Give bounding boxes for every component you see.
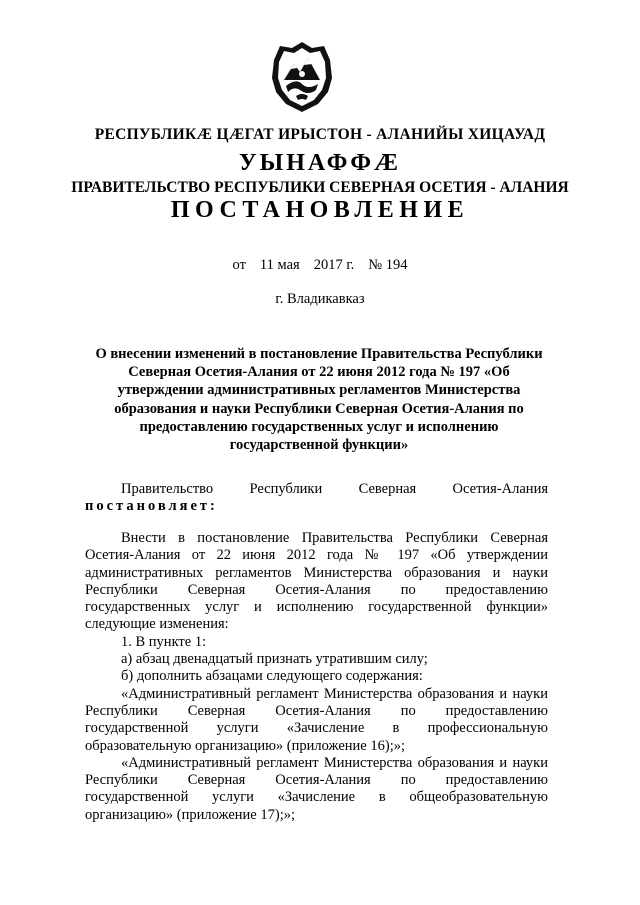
decree-body (85, 530, 548, 824)
header-republic-ossetian: РЕСПУБЛИКӔ ЦӔГАТ ИРЫСТОН - АЛАНИЙЫ ХИЦАУАД (94, 126, 546, 143)
header-government-russian: ПРАВИТЕЛЬСТВО РЕСПУБЛИКИ СЕВЕРНАЯ ОСЕТИЯ - АЛАНИЯ (71, 179, 569, 196)
gov-word-3: Северная (358, 481, 417, 497)
gov-word-4: Осетия-Алания (452, 481, 548, 497)
paragraph-appendix-16: «Административный регламент Министерства образования и науки Республики Северная Осетия-Алания по предоставлению государственной услуги «Зачисление в профессиональную образовательную организацию» (приложение 16);»; (85, 685, 548, 754)
date-year: 2017 г. (313, 257, 355, 273)
government-statement (85, 481, 548, 516)
paragraph-point-1: 1. В пункте 1: (121, 633, 207, 650)
date-day-month: 11 мая (259, 257, 300, 273)
gov-word-2: Республики (249, 481, 323, 497)
decree-date-line (0, 257, 640, 274)
paragraph-appendix-17: «Административный регламент Министерства образования и науки Республики Северная Осетия-Алания по предоставлению государственной услуги «Зачисление в общеобразовательную организацию» (приложение 17);»; (85, 754, 548, 823)
header-decree-russian: ПОСТАНОВЛЕНИЕ (170, 197, 470, 223)
city-name: г. Владикавказ (275, 291, 365, 307)
header-decree-ossetian: УЫНАФФӔ (239, 150, 401, 176)
date-prefix: от (232, 257, 246, 273)
coat-of-arms-emblem (270, 40, 334, 114)
decree-title: О внесении изменений в постановление Правительства Республики Северная Осетия-Алания от 22 июня 2012 года № 197 «Об утверждении административных регламентов Министерства образования и науки Республики Северная Осетия-Алания по предоставлению государственных услуг и исполнению государственной функции» (95, 346, 543, 454)
gov-word-1: Правительство (121, 481, 214, 497)
decree-number: № 194 (368, 257, 408, 273)
decree-verb: постановляет: (85, 498, 218, 515)
paragraph-sub-a: а) абзац двенадцатый признать утратившим силу; (121, 651, 428, 668)
paragraph-sub-b: б) дополнить абзацами следующего содержания: (121, 668, 423, 685)
paragraph-intro: Внести в постановление Правительства Республики Северная Осетия-Алания от 22 июня 2012 года № 197 «Об утверждении административных регламентов Министерства образования и науки Республики Северная Осетия-Алания по предоставлению государственных услуг и исполнению государственной функции» следующие изменения: (85, 530, 548, 633)
